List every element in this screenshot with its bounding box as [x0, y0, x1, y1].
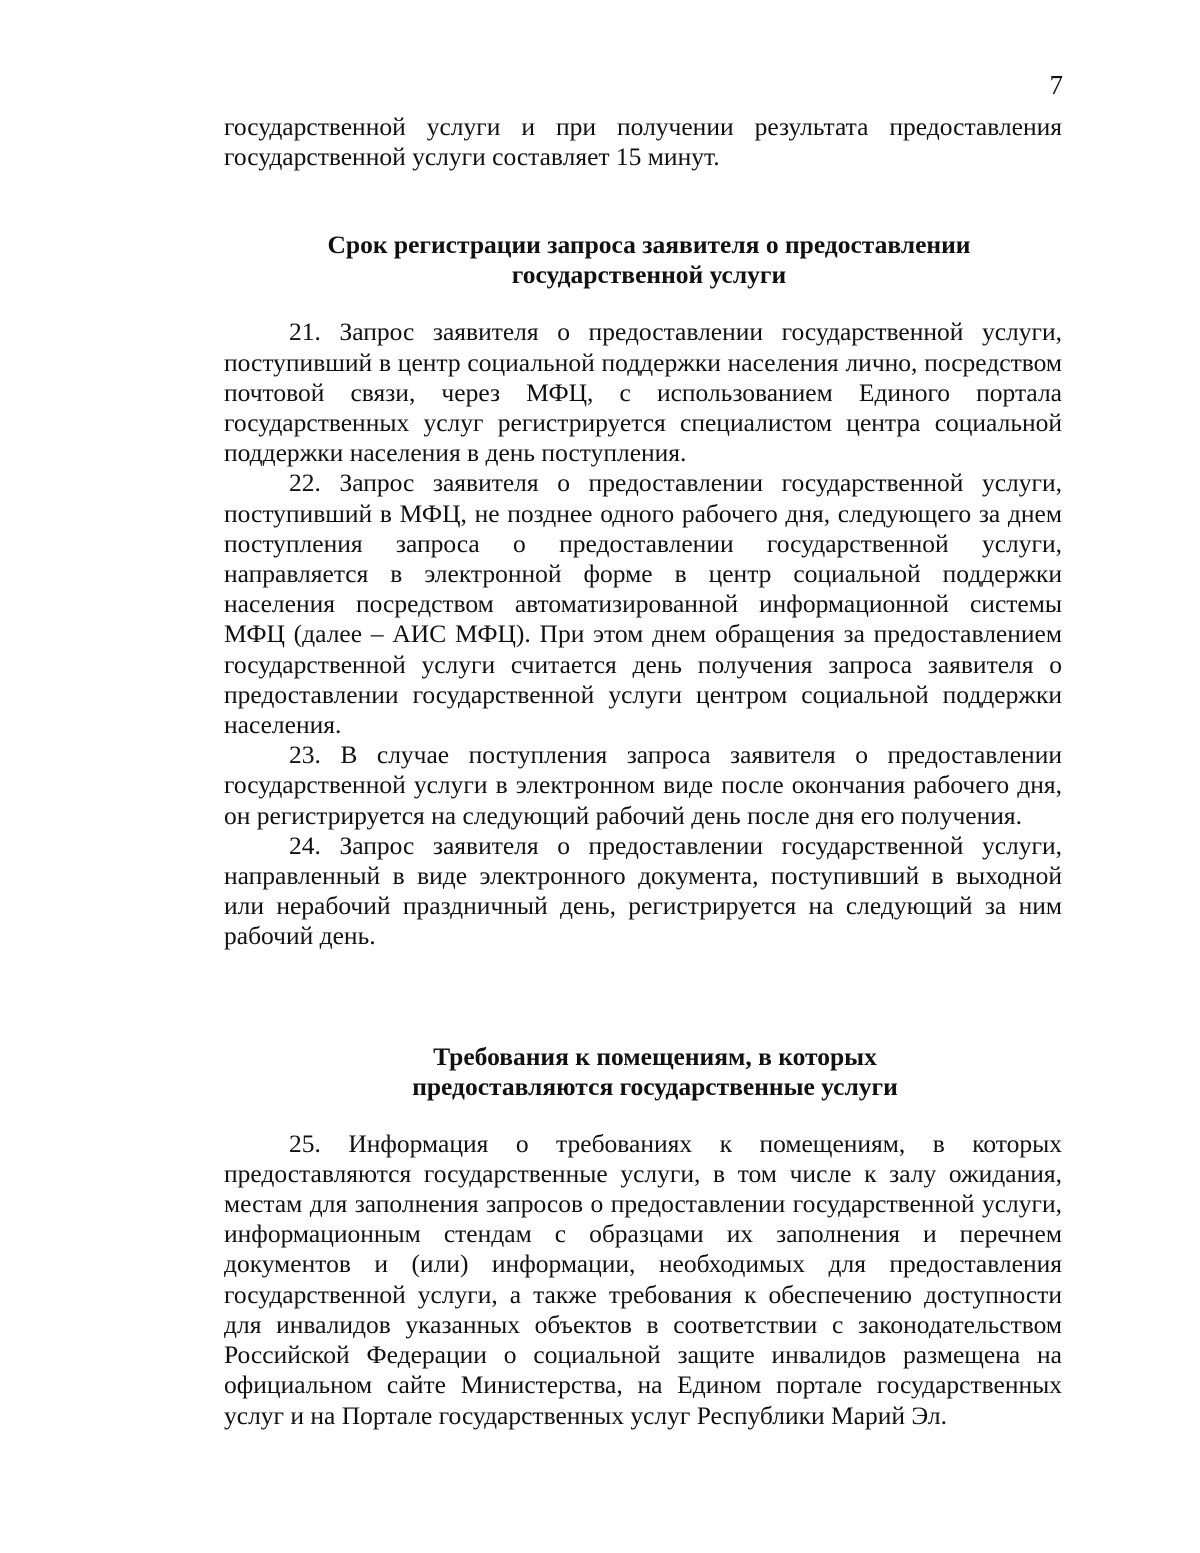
paragraph-23: 23. В случае поступления запроса заявителя о предоставлении государственной услуги в электронном виде после окончания рабочего дня, он регистрируется на следующий рабочий день после дня его получения.: [224, 740, 1062, 830]
section-heading-line: предоставляются государственные услуги: [412, 1071, 898, 1101]
page-number: 7: [1049, 70, 1063, 100]
paragraph-21: 21. Запрос заявителя о предоставлении государственной услуги, поступивший в центр социальной поддержки населения лично, посредством почтовой связи, через МФЦ, с использованием Единого портала государственных услуг регистрируется специалистом центра социальной поддержки населения в день поступления.: [224, 317, 1062, 468]
document-body: [224, 112, 1062, 1431]
paragraph-25: 25. Информация о требованиях к помещениям, в которых предоставляются государственные услуги, в том числе к залу ожидания, местам для заполнения запросов о предоставлении государственной услуги, информационным стендам с образцами их заполнения и перечнем документов и (или) информации, необходимых для предоставления государственной услуги, а также требования к обеспечению доступности для инвалидов указанных объектов в соответствии с законодательством Российской Федерации о социальной защите инвалидов размещена на официальном сайте Министерства, на Едином портале государственных услуг и на Портале государственных услуг Республики Марий Эл.: [224, 1128, 1062, 1430]
paragraph-22: 22. Запрос заявителя о предоставлении государственной услуги, поступивший в МФЦ, не позднее одного рабочего дня, следующего за днем поступления запроса о предоставлении государственной услуги, направляется в электронной форме в центр социальной поддержки населения посредством автоматизированной информационной системы МФЦ (далее – АИС МФЦ). При этом днем обращения за предоставлением государственной услуги считается день получения запроса заявителя о предоставлении государственной услуги центром социальной поддержки населения.: [224, 468, 1062, 740]
section-heading-registration: [224, 230, 1062, 290]
intro-paragraph: государственной услуги и при получении результата предоставления государственной услуги составляет 15 минут.: [224, 112, 1062, 172]
section-heading-premises: [224, 1042, 1062, 1102]
section-heading-line: Требования к помещениям, в которых: [433, 1041, 877, 1071]
section-heading-line: Срок регистрации запроса заявителя о предоставлении: [327, 230, 971, 260]
section-heading-line: государственной услуги: [511, 260, 787, 290]
paragraph-24: 24. Запрос заявителя о предоставлении государственной услуги, направленный в виде электронного документа, поступивший в выходной или нерабочий праздничный день, регистрируется на следующий за ним рабочий день.: [224, 830, 1062, 951]
